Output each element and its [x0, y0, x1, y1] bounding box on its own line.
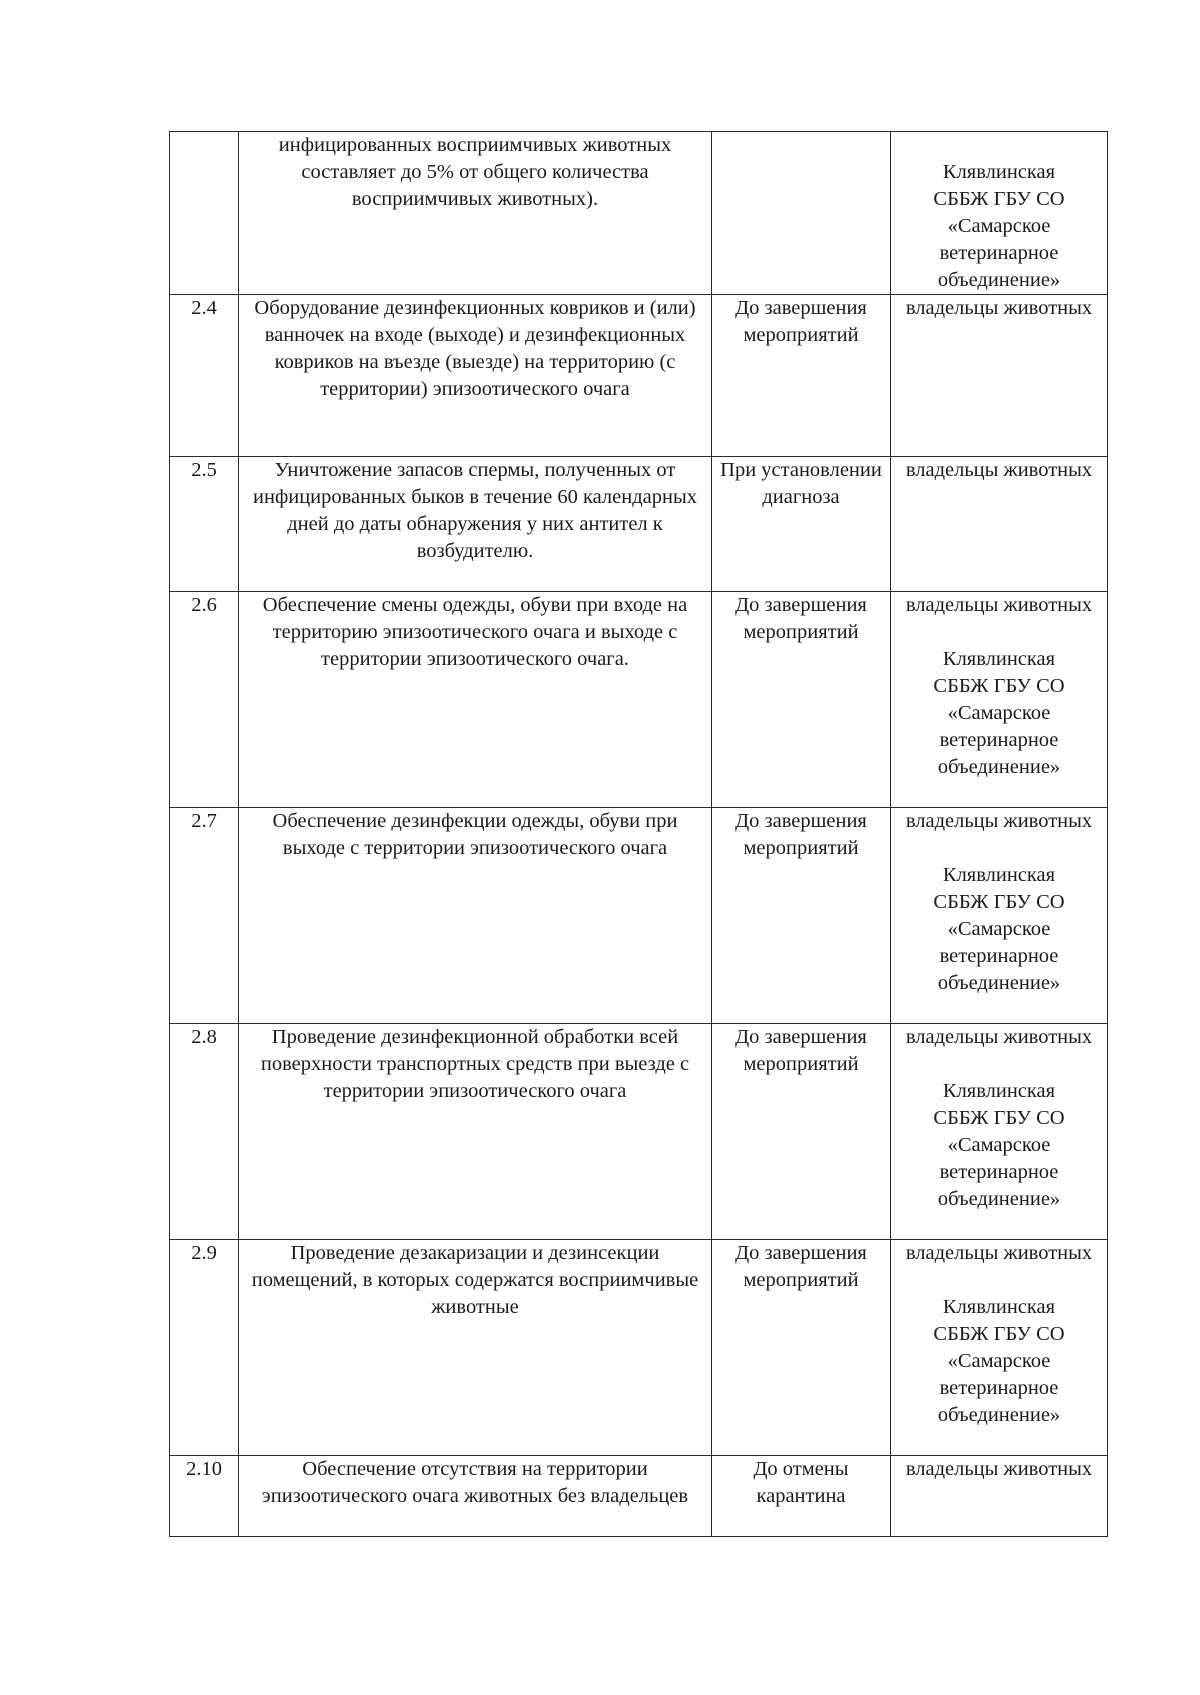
term-cell [712, 1240, 891, 1456]
responsible-cell [891, 592, 1108, 808]
term-text: При установлении диагноза [720, 459, 882, 508]
row-number: 2.8 [170, 1024, 239, 1240]
org-line: ветеринарное [939, 729, 1059, 751]
responsible-cell [891, 295, 1108, 457]
responsible-cell [891, 808, 1108, 1024]
org-line: объединение» [937, 972, 1061, 994]
table-row [170, 457, 1108, 592]
owners-text: владельцы животных [905, 297, 1093, 319]
row-number: 2.7 [170, 808, 239, 1024]
row-number: 2.4 [170, 295, 239, 457]
row-number [170, 132, 239, 295]
term-text: До завершения мероприятий [735, 1026, 867, 1075]
action-text: Обеспечение отсутствия на территории эпизоотического очага животных без владельцев [261, 1458, 689, 1507]
action-text: Проведение дезинфекционной обработки всей поверхности транспортных средств при выезде с территории эпизоотического очага [260, 1026, 690, 1102]
table-row [170, 1456, 1108, 1537]
action-cell [239, 457, 712, 592]
org-line: ветеринарное [939, 1161, 1059, 1183]
term-cell [712, 808, 891, 1024]
action-text: Обеспечение смены одежды, обуви при входе на территорию эпизоотического очага и выходе с территории эпизоотического очага. [262, 594, 688, 670]
table-row [170, 295, 1108, 457]
owners-text: владельцы животных [905, 594, 1093, 616]
term-cell [712, 132, 891, 295]
term-text: До отмены карантина [753, 1458, 849, 1507]
org-line: объединение» [937, 269, 1061, 291]
org-line: Клявлинская [942, 864, 1056, 886]
org-line: СББЖ ГБУ СО [933, 891, 1065, 913]
table-row [170, 1024, 1108, 1240]
term-text: До завершения мероприятий [735, 1242, 867, 1291]
responsible-cell [891, 1456, 1108, 1537]
org-line: «Самарское [947, 1134, 1051, 1156]
action-text: Уничтожение запасов спермы, полученных от инфицированных быков в течение 60 календарных дней до даты обнаружения у них антител к возбудителю. [253, 459, 697, 562]
owners-text: владельцы животных [905, 459, 1093, 481]
org-line: ветеринарное [939, 242, 1059, 264]
responsible-cell [891, 1024, 1108, 1240]
action-cell [239, 1024, 712, 1240]
term-text: До завершения мероприятий [735, 594, 867, 643]
org-line: «Самарское [947, 918, 1051, 940]
row-number: 2.10 [170, 1456, 239, 1537]
org-line: Клявлинская [942, 648, 1056, 670]
row-number: 2.9 [170, 1240, 239, 1456]
owners-text: владельцы животных [905, 1458, 1093, 1480]
term-text: До завершения мероприятий [735, 297, 867, 346]
org-line: СББЖ ГБУ СО [933, 1107, 1065, 1129]
table-row [170, 592, 1108, 808]
org-line: «Самарское [947, 1350, 1051, 1372]
table-row [170, 1240, 1108, 1456]
owners-text: владельцы животных [905, 1026, 1093, 1048]
action-cell [239, 808, 712, 1024]
term-text: До завершения мероприятий [735, 810, 867, 859]
action-text: инфицированных восприимчивых животных составляет до 5% от общего количества восприимчивых животных). [278, 134, 672, 210]
term-cell [712, 457, 891, 592]
action-text: Оборудование дезинфекционных ковриков и (или) ванночек на входе (выходе) и дезинфекционных ковриков на въезде (выезде) на территорию (с территории) эпизоотического очага [254, 297, 696, 400]
org-line: СББЖ ГБУ СО [933, 675, 1065, 697]
action-cell [239, 295, 712, 457]
row-number: 2.5 [170, 457, 239, 592]
responsible-cell [891, 457, 1108, 592]
org-line: объединение» [937, 1404, 1061, 1426]
org-line: Клявлинская [942, 1296, 1056, 1318]
org-line: «Самарское [947, 215, 1051, 237]
term-cell [712, 1456, 891, 1537]
org-line: Клявлинская [942, 161, 1056, 183]
org-line: ветеринарное [939, 1377, 1059, 1399]
action-text: Проведение дезакаризации и дезинсекции помещений, в которых содержатся восприимчивые животные [251, 1242, 699, 1318]
owners-text: владельцы животных [905, 810, 1093, 832]
action-cell [239, 1240, 712, 1456]
org-line: ветеринарное [939, 945, 1059, 967]
action-cell [239, 1456, 712, 1537]
responsible-cell [891, 1240, 1108, 1456]
org-line: объединение» [937, 756, 1061, 778]
org-line: Клявлинская [942, 1080, 1056, 1102]
org-line: «Самарское [947, 702, 1051, 724]
term-cell [712, 1024, 891, 1240]
org-line: СББЖ ГБУ СО [933, 1323, 1065, 1345]
term-cell [712, 592, 891, 808]
action-text: Обеспечение дезинфекции одежды, обуви при выходе с территории эпизоотического очага [272, 810, 678, 859]
org-line: объединение» [937, 1188, 1061, 1210]
table-row [170, 808, 1108, 1024]
action-cell [239, 132, 712, 295]
measures-table [169, 131, 1108, 1537]
row-number: 2.6 [170, 592, 239, 808]
responsible-cell [891, 132, 1108, 295]
owners-text: владельцы животных [905, 1242, 1093, 1264]
term-cell [712, 295, 891, 457]
org-line: СББЖ ГБУ СО [933, 188, 1065, 210]
action-cell [239, 592, 712, 808]
table-row [170, 132, 1108, 295]
